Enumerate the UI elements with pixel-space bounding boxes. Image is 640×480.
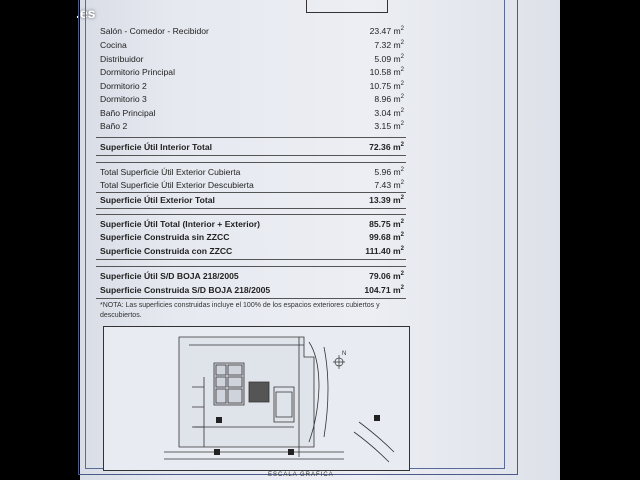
exterior-label: Total Superficie Útil Exterior Cubierta [100, 167, 241, 177]
divider [96, 266, 406, 267]
boja-row [100, 269, 404, 283]
room-value: 5.09 $m^2$ [374, 54, 404, 64]
divider [96, 155, 406, 156]
room-label: Baño 2 [100, 121, 128, 131]
boja-label: Superficie Útil S/D BOJA 218/2005 [100, 271, 239, 281]
room-value: 7.32 $m^2$ [374, 40, 404, 50]
room-label: Dormitorio 3 [100, 94, 147, 104]
boja-row [100, 283, 404, 297]
room-row [100, 79, 404, 93]
interior-total-label: Superficie Útil Interior Total [100, 142, 213, 152]
exterior-row [100, 165, 404, 179]
room-value: 8.96 $m^2$ [374, 94, 404, 104]
room-row [100, 24, 404, 38]
site-plan [103, 326, 410, 471]
room-label: Dormitorio 2 [100, 81, 147, 91]
scale-label: ESCALA GRAFICA [268, 472, 334, 478]
exterior-total-row [100, 193, 404, 207]
divider [96, 162, 406, 163]
watermark-text: .es [76, 5, 96, 21]
boja-label: Superficie Construida S/D BOJA 218/2005 [100, 285, 271, 295]
room-label: Salón - Comedor - Recibidor [100, 26, 209, 36]
summary-value: 111.40 $m^2$ [365, 246, 404, 256]
room-label: Cocina [100, 40, 127, 50]
title-box [306, 0, 388, 13]
summary-label: Superficie Construida sin ZZCC [100, 232, 230, 242]
room-row [100, 38, 404, 52]
room-row [100, 119, 404, 133]
room-value: 3.04 $m^2$ [374, 108, 404, 118]
room-label: Distribuidor [100, 54, 144, 64]
exterior-total-label: Superficie Útil Exterior Total [100, 195, 215, 205]
summary-value: 99.68 $m^2$ [369, 232, 404, 242]
room-row [100, 106, 404, 120]
summary-label: Superficie Construida con ZZCC [100, 246, 233, 256]
divider [96, 259, 406, 260]
room-label: Baño Principal [100, 108, 156, 118]
exterior-total-value: 13.39 $m^2$ [369, 195, 404, 205]
summary-label: Superficie Útil Total (Interior + Exterior) [100, 219, 261, 229]
exterior-value: 7.43 $m^2$ [374, 180, 404, 190]
room-value: 10.58 $m^2$ [369, 67, 404, 77]
summary-row [100, 217, 404, 231]
summary-row [100, 244, 404, 258]
boja-value: 104.71 $m^2$ [364, 285, 404, 295]
interior-total-value: 72.36 $m^2$ [369, 142, 404, 152]
site-plan-drawing [104, 327, 409, 470]
boja-value: 79.06 $m^2$ [369, 271, 404, 281]
note-text: *NOTA: Las superficies construidas incluye el 100% de los espacios exteriores cubiertos y descubiertos. [100, 302, 380, 319]
interior-total-row [100, 140, 404, 154]
summary-value: 85.75 $m^2$ [369, 219, 404, 229]
room-row [100, 92, 404, 106]
room-label: Dormitorio Principal [100, 67, 175, 77]
room-value: 23.47 $m^2$ [369, 26, 404, 36]
room-row [100, 65, 404, 79]
compass-label: N [342, 351, 347, 357]
summary-row [100, 230, 404, 244]
compass-icon [333, 355, 345, 369]
room-value: 10.75 $m^2$ [369, 81, 404, 91]
divider [96, 137, 406, 138]
divider [96, 298, 406, 299]
exterior-row [100, 178, 404, 192]
room-row [100, 52, 404, 66]
exterior-label: Total Superficie Útil Exterior Descubierta [100, 180, 254, 190]
divider [96, 208, 406, 209]
room-value: 3.15 $m^2$ [374, 121, 404, 131]
exterior-value: 5.96 $m^2$ [374, 167, 404, 177]
divider [96, 214, 406, 215]
